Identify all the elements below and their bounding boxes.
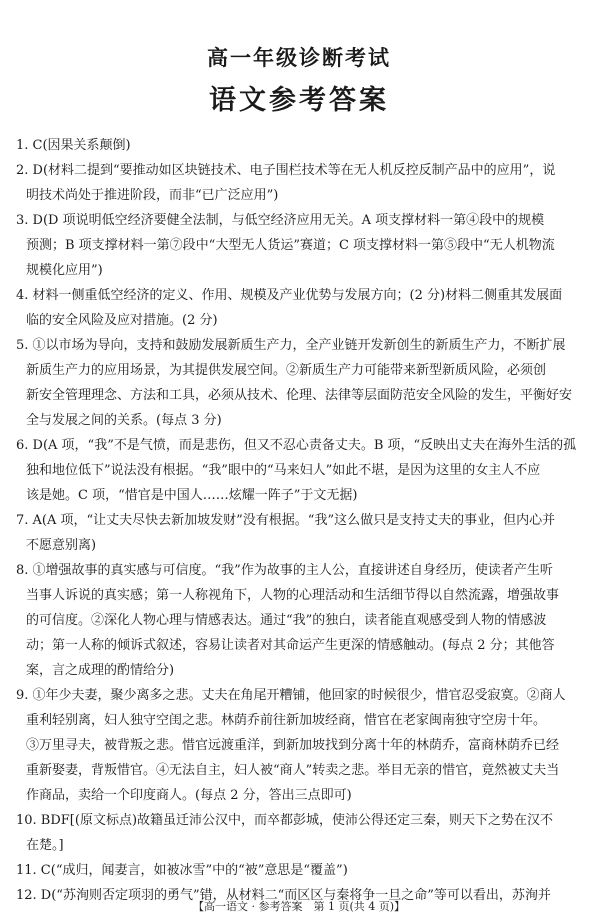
answer-line: 2. D(材料二提到“要推动如区块链技术、电子围栏技术等在无人机反控反制产品中的应用”，说 — [16, 163, 556, 178]
answer-continuation-line: 作商品，卖给一个印度商人。(每点 2 分，答出三点即可) — [26, 788, 352, 803]
page-footer: 【高一语文 · 参考答案 第 1 页(共 4 页)】 — [192, 900, 406, 913]
answer-continuation-line: 动；第一人称的倾诉式叙述，容易让读者对其命运产生更深的情感触动。(每点 2 分；其他答 — [26, 638, 555, 653]
answer-item — [16, 333, 586, 433]
page-title: 语文参考答案 — [209, 85, 389, 116]
answer-line: 8. ①增强故事的真实感与可信度。“我”作为故事的主人公，直接讲述自身经历，使读者产生听 — [16, 563, 553, 578]
answer-item — [16, 808, 586, 858]
answer-continuation-line: 在楚。] — [26, 838, 64, 853]
answer-line: 5. ①以市场为导向，支持和鼓励发展新质生产力，全产业链开发新创生的新质生产力，不断扩展 — [16, 338, 566, 353]
exam-title: 高一年级诊断考试 — [207, 46, 391, 70]
answer-item — [16, 283, 586, 333]
answer-continuation-line: 重新娶妻，背叛惜官。④无法自主，妇人被“商人”转卖之悲。举目无亲的惜官，竟然被丈夫当 — [26, 763, 560, 778]
answer-continuation-line: 当事人诉说的真实感；第一人称视角下，人物的心理活动和生活细节得以自然流露，增强故事 — [26, 588, 560, 603]
answer-item — [16, 433, 586, 508]
answer-line: 12. D(“苏洵则否定项羽的勇气”错，从材料二“而区区与秦将争一旦之命”等可以看出，苏洵并 — [16, 888, 551, 903]
answer-item — [16, 558, 586, 683]
answer-line: 11. C(“成归，闻妻言，如被冰雪”中的“被”意思是“覆盖”) — [16, 863, 348, 878]
answer-item — [16, 858, 586, 883]
answer-item — [16, 158, 586, 208]
answer-line: 3. D(D 项说明低空经济要健全法制，与低空经济应用无关。A 项支撑材料一第④段中的规模 — [16, 213, 545, 228]
answer-continuation-line: 独和地位低下”说法没有根据。“我”眼中的“马来妇人”如此不堪，是因为这里的女主人不应 — [26, 463, 541, 478]
answer-line: 10. BDF[(原文标点)故籍虽迁沛公汉中，而卒都彭城，使沛公得还定三秦，则天下之势在汉不 — [16, 813, 554, 828]
answer-item — [16, 208, 586, 283]
answer-list — [16, 133, 586, 908]
answer-item — [16, 683, 586, 808]
answer-continuation-line: 明技术尚处于推进阶段，而非“已广泛应用”) — [26, 188, 279, 203]
answer-line: 6. D(A 项，“我”不是气愤，而是悲伤，但又不忍心责备丈夫。B 项，“反映出丈夫在海外生活的孤 — [16, 438, 577, 453]
answer-item — [16, 133, 586, 158]
answer-line: 4. 材料一侧重低空经济的定义、作用、规模及产业优势与发展方向；(2 分)材料二侧重其发展面 — [16, 288, 563, 303]
answer-continuation-line: 该是她。C 项，“惜官是中国人……炫耀一阵子”于文无据) — [26, 488, 358, 503]
answer-continuation-line: 全与发展之间的关系。(每点 3 分) — [26, 413, 222, 428]
answer-continuation-line: 临的安全风险及应对措施。(2 分) — [26, 313, 218, 328]
answer-continuation-line: ③万里寻夫，被背叛之悲。惜官远渡重洋，到新加坡找到分离十年的林荫乔，富商林荫乔已经 — [26, 738, 560, 753]
answer-continuation-line: 新质生产力的应用场景，为其提供发展空间。②新质生产力可能带来新型新质风险，必须创 — [26, 363, 547, 378]
answer-continuation-line: 规模化应用”) — [26, 263, 103, 278]
answer-line: 1. C(因果关系颠倒) — [16, 138, 131, 153]
answer-item — [16, 508, 586, 558]
answer-continuation-line: 的可信度。②深化人物心理与情感表达。通过“我”的独白，读者能直观感受到人物的情感波 — [26, 613, 547, 628]
answer-continuation-line: 预测；B 项支撑材料一第⑦段中“大型无人货运”赛道；C 项支撑材料一第⑤段中“无人机物流 — [26, 238, 555, 253]
answer-continuation-line: 新安全管理理念、方法和工具，必须从技术、伦理、法律等层面防范安全风险的发生，平衡好安 — [26, 388, 573, 403]
answer-line: 9. ①年少夫妻，聚少离多之悲。丈夫在角尾开糟铺，他回家的时候很少，惜官忍受寂寞。②商人 — [16, 688, 566, 703]
answer-continuation-line: 重利轻别离，妇人独守空闺之悲。林荫乔前往新加坡经商，惜官在老家闽南独守空房十年。 — [26, 713, 547, 728]
answer-continuation-line: 不愿意别离) — [26, 538, 97, 553]
answer-line: 7. A(A 项，“让丈夫尽快去新加坡发财”没有根据。“我”这么做只是支持丈夫的事业，但内心并 — [16, 513, 556, 528]
answer-continuation-line: 案，言之成理的酌情给分) — [26, 663, 175, 678]
